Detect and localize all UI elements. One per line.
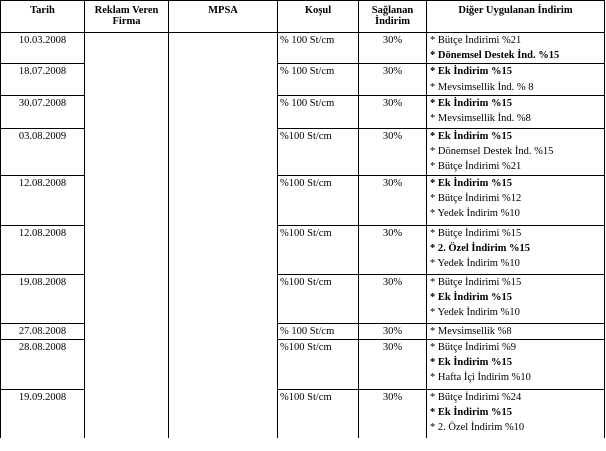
date-cell: 12.08.2008: [1, 225, 85, 274]
firm-cell: [85, 64, 169, 95]
table-row: [1, 175, 605, 225]
date-cell: 19.09.2008: [1, 389, 85, 438]
mpsa-cell: [169, 33, 278, 64]
other-discounts-cell: [427, 339, 605, 389]
provided-discount-cell: 30%: [359, 339, 427, 389]
condition-cell: % 100 St/cm: [278, 64, 359, 95]
header-condition: Koşul: [278, 1, 359, 33]
provided-discount-cell: 30%: [359, 128, 427, 175]
table-row: [1, 389, 605, 438]
table-row: [1, 339, 605, 389]
discount-line: * Mevsimsellik İnd. %8: [430, 112, 531, 124]
mpsa-cell: [169, 323, 278, 339]
discount-line: * Bütçe İndirimi %12: [430, 192, 522, 204]
condition-cell: %100 St/cm: [278, 389, 359, 438]
provided-discount-cell: 30%: [359, 389, 427, 438]
other-discounts-cell: [427, 175, 605, 225]
mpsa-cell: [169, 339, 278, 389]
discount-line: * Hafta İçi İndirim %10: [430, 372, 531, 384]
discount-line: * 2. Özel İndirim %10: [430, 422, 525, 434]
firm-cell: [85, 339, 169, 389]
mpsa-cell: [169, 95, 278, 128]
firm-cell: [85, 323, 169, 339]
discount-line: * Mevsimsellik %8: [430, 325, 512, 337]
discount-line: * Ek İndirim %15: [430, 130, 512, 142]
firm-cell: [85, 95, 169, 128]
other-discounts-cell: [427, 323, 605, 339]
discount-line: * Bütçe İndirimi %15: [430, 227, 522, 239]
firm-cell: [85, 128, 169, 175]
condition-cell: %100 St/cm: [278, 274, 359, 323]
provided-discount-cell: 30%: [359, 175, 427, 225]
condition-cell: % 100 St/cm: [278, 323, 359, 339]
discount-line: * Yedek İndirim %10: [430, 307, 520, 319]
provided-discount-cell: 30%: [359, 33, 427, 64]
other-discounts-cell: [427, 225, 605, 274]
condition-cell: %100 St/cm: [278, 128, 359, 175]
discount-line: * 2. Özel İndirim %15: [430, 242, 531, 254]
date-cell: 27.08.2008: [1, 323, 85, 339]
header-row: [1, 1, 605, 33]
other-discounts-cell: [427, 95, 605, 128]
other-discounts-cell: [427, 128, 605, 175]
discount-line: * Ek İndirim %15: [430, 291, 512, 303]
provided-discount-cell: 30%: [359, 225, 427, 274]
other-discounts-cell: [427, 389, 605, 438]
mpsa-cell: [169, 175, 278, 225]
mpsa-cell: [169, 225, 278, 274]
discount-line: * Dönemsel Destek İnd. %15: [430, 145, 554, 157]
provided-discount-cell: 30%: [359, 274, 427, 323]
firm-cell: [85, 389, 169, 438]
table-row: [1, 33, 605, 64]
header-other: Diğer Uygulanan İndirim: [427, 1, 605, 33]
discount-line: * Ek İndirim %15: [430, 407, 512, 419]
other-discounts-cell: [427, 274, 605, 323]
discount-line: * Bütçe İndirimi %9: [430, 341, 517, 353]
discount-line: * Ek İndirim %15: [430, 357, 512, 369]
discount-line: * Bütçe İndirimi %15: [430, 276, 522, 288]
condition-cell: %100 St/cm: [278, 339, 359, 389]
table-row: [1, 323, 605, 339]
date-cell: 30.07.2008: [1, 95, 85, 128]
date-cell: 19.08.2008: [1, 274, 85, 323]
mpsa-cell: [169, 64, 278, 95]
discount-line: * Mevsimsellik İnd. % 8: [430, 81, 534, 93]
mpsa-cell: [169, 274, 278, 323]
discount-line: * Yedek İndirim %10: [430, 208, 520, 220]
discount-line: * Ek İndirim %15: [430, 97, 512, 109]
table-row: [1, 128, 605, 175]
condition-cell: % 100 St/cm: [278, 33, 359, 64]
condition-cell: %100 St/cm: [278, 175, 359, 225]
firm-cell: [85, 274, 169, 323]
date-cell: 18.07.2008: [1, 64, 85, 95]
firm-cell: [85, 33, 169, 64]
discount-line: * Ek İndirim %15: [430, 177, 512, 189]
discount-line: * Yedek İndirim %10: [430, 258, 520, 270]
other-discounts-cell: [427, 64, 605, 95]
discount-line: * Bütçe İndirimi %21: [430, 35, 522, 46]
table-row: [1, 95, 605, 128]
discount-line: * Bütçe İndirimi %21: [430, 161, 522, 173]
table-row: [1, 64, 605, 95]
table-row: [1, 274, 605, 323]
firm-cell: [85, 175, 169, 225]
condition-cell: % 100 St/cm: [278, 95, 359, 128]
mpsa-cell: [169, 128, 278, 175]
other-discounts-cell: [427, 33, 605, 64]
provided-discount-cell: 30%: [359, 64, 427, 95]
date-cell: 10.03.2008: [1, 33, 85, 64]
provided-discount-cell: 30%: [359, 323, 427, 339]
table-row: [1, 225, 605, 274]
header-mpsa: MPSA: [169, 1, 278, 33]
date-cell: 03.08.2009: [1, 128, 85, 175]
discount-line: * Ek İndirim %15: [430, 66, 512, 78]
header-firm: Reklam Veren Firma: [85, 1, 169, 33]
date-cell: 12.08.2008: [1, 175, 85, 225]
date-cell: 28.08.2008: [1, 339, 85, 389]
discount-line: * Dönemsel Destek İnd. %15: [430, 50, 560, 62]
provided-discount-cell: 30%: [359, 95, 427, 128]
condition-cell: %100 St/cm: [278, 225, 359, 274]
firm-cell: [85, 225, 169, 274]
header-provided: Sağlanan İndirim: [359, 1, 427, 33]
header-date: Tarih: [1, 1, 85, 33]
discount-line: * Bütçe İndirimi %24: [430, 391, 522, 403]
mpsa-cell: [169, 389, 278, 438]
